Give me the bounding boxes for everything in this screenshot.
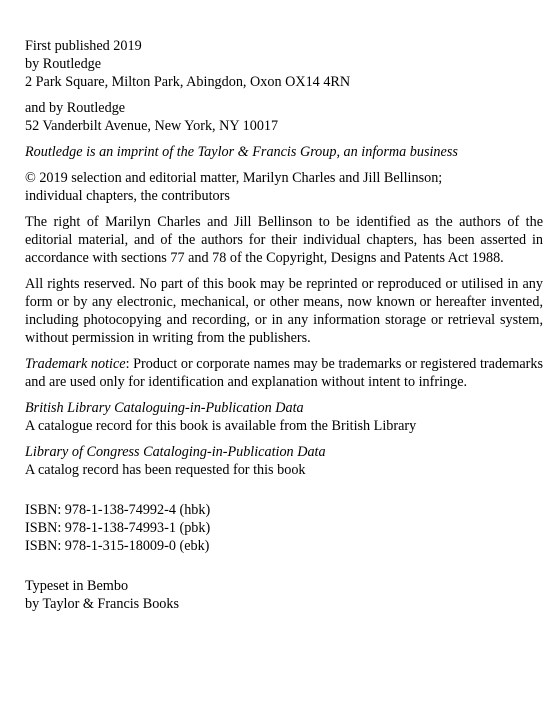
trademark-block xyxy=(25,355,543,391)
publisher-address-uk: 2 Park Square, Milton Park, Abingdon, Oxon OX14 4RN xyxy=(25,74,351,90)
copyright-block xyxy=(25,169,543,205)
imprint-block xyxy=(25,143,543,161)
trademark-text: : Product or corporate names may be trademarks or registered trademarks and are used only for identification and explanation without intent to infringe. xyxy=(25,356,544,390)
isbn-pbk: ISBN: 978-1-138-74993-1 (pbk) xyxy=(25,520,211,536)
british-library-block xyxy=(25,399,543,435)
isbn-block xyxy=(25,501,543,555)
moral-rights-text: The right of Marilyn Charles and Jill Bellinson to be identified as the authors of the editorial material, and of the authors for their individual chapters, has been asserted in accordance with sections 77 and 78 of the Copyright, Designs and Patents Act 1988. xyxy=(25,214,543,266)
copyright-line-1: © 2019 selection and editorial matter, Marilyn Charles and Jill Bellinson; xyxy=(25,170,443,186)
publisher-by-line: by Routledge xyxy=(25,56,102,72)
publisher-address-us: 52 Vanderbilt Avenue, New York, NY 10017 xyxy=(25,118,279,134)
moral-rights-block xyxy=(25,213,543,267)
first-published: First published 2019 xyxy=(25,38,142,54)
rights-reserved-text: All rights reserved. No part of this book may be reprinted or reproduced or utilised in any form or by any electronic, mechanical, or other means, now known or hereafter invented, including photocopying and recording, or in any information storage or retrieval system, without permission in writing from the publishers. xyxy=(25,276,543,346)
typeset-line-2: by Taylor & Francis Books xyxy=(25,596,180,612)
british-library-heading: British Library Cataloguing-in-Publication Data xyxy=(25,400,304,416)
isbn-ebk: ISBN: 978-1-315-18009-0 (ebk) xyxy=(25,538,210,554)
british-library-text: A catalogue record for this book is available from the British Library xyxy=(25,418,417,434)
publisher-us-block xyxy=(25,99,543,135)
typeset-line-1: Typeset in Bembo xyxy=(25,578,129,594)
imprint-note: Routledge is an imprint of the Taylor & Francis Group, an informa business xyxy=(25,144,458,160)
trademark-label: Trademark notice xyxy=(25,356,126,372)
publisher-block xyxy=(25,37,543,91)
library-of-congress-heading: Library of Congress Cataloging-in-Publication Data xyxy=(25,444,326,460)
library-of-congress-block xyxy=(25,443,543,479)
library-of-congress-text: A catalog record has been requested for this book xyxy=(25,462,306,478)
isbn-hbk: ISBN: 978-1-138-74992-4 (hbk) xyxy=(25,502,211,518)
typeset-block xyxy=(25,577,543,613)
rights-reserved-block xyxy=(25,275,543,347)
publisher-and-by: and by Routledge xyxy=(25,100,126,116)
copyright-line-2: individual chapters, the contributors xyxy=(25,188,230,204)
